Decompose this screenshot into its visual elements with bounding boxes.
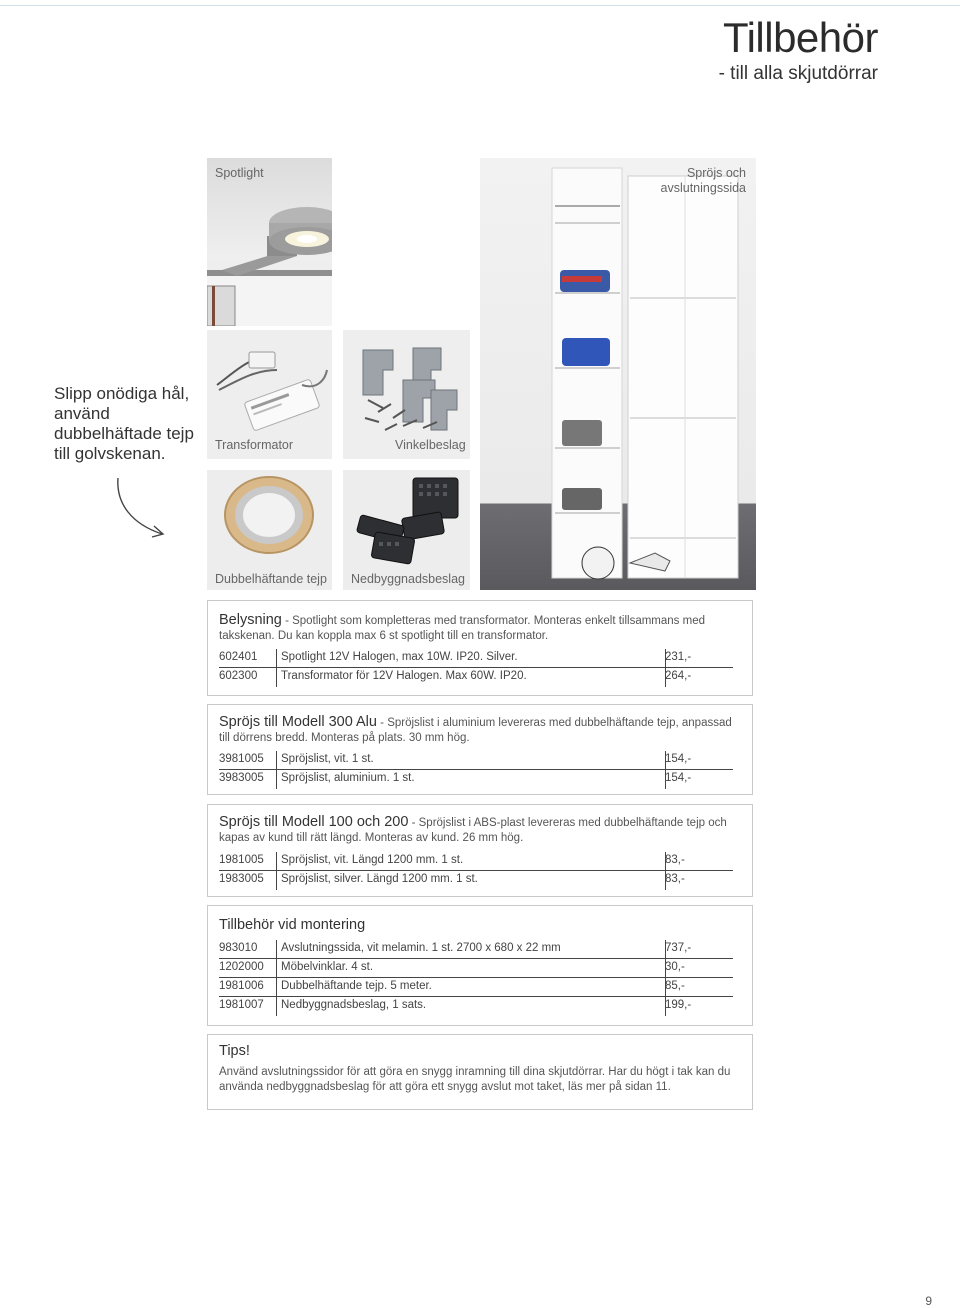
product-price: 154,- [665, 772, 692, 784]
product-row [219, 871, 733, 890]
montering-title: Tillbehör vid montering [219, 917, 366, 933]
product-price: 264,- [665, 670, 692, 682]
sprojs-100-200-box [207, 804, 753, 897]
sprojs-300-box [207, 704, 753, 795]
tips-text: Använd avslutningssidor för att göra en snygg inramning till dina skjutdörrar. Har du högt i tak kan du använda nedbyggnadsbeslag för att göra ett snygg avslut mot taket, läs mer på sidan 11. [219, 1066, 731, 1093]
spotlight-photo [207, 158, 332, 326]
product-code: 1981006 [219, 980, 264, 992]
sprojs-300-header [219, 715, 742, 746]
tips-title: Tips! [219, 1043, 250, 1059]
product-description: Möbelvinklar. 4 st. [281, 961, 374, 973]
product-code: 1202000 [219, 961, 264, 973]
curved-arrow-icon [110, 476, 170, 540]
top-rule [0, 5, 960, 6]
product-row [219, 668, 733, 687]
transformator-photo [207, 330, 332, 459]
product-price: 83,- [665, 873, 685, 885]
product-row [219, 852, 733, 871]
side-note: Slipp onödiga hål, använd dubbelhäftade tejp till golvskenan. [54, 384, 194, 463]
product-price: 83,- [665, 854, 685, 866]
product-code: 602300 [219, 670, 258, 682]
spotlight-caption: Spotlight [215, 166, 264, 180]
product-code: 3983005 [219, 772, 264, 784]
product-description: Spröjslist, vit. Längd 1200 mm. 1 st. [281, 854, 464, 866]
product-price: 30,- [665, 961, 685, 973]
column-divider [276, 940, 277, 959]
montering-header [219, 918, 742, 934]
product-row [219, 751, 733, 770]
product-code: 3981005 [219, 753, 264, 765]
column-divider [276, 978, 277, 997]
belysning-title: Belysning [219, 612, 282, 628]
column-divider [276, 649, 277, 668]
product-price: 154,- [665, 753, 692, 765]
product-row [219, 978, 733, 997]
product-description: Spröjslist, vit. 1 st. [281, 753, 374, 765]
product-row [219, 940, 733, 959]
sprojs-100-200-text: - Spröjslist i ABS-plast levereras med dubbelhäftande tejp och kapas av kund till rätt längd. Monteras av kund. 26 mm hög. [219, 817, 727, 844]
product-price: 737,- [665, 942, 692, 954]
tejp-caption: Dubbelhäftande tejp [215, 572, 327, 586]
nedbyggnadsbeslag-caption: Nedbyggnadsbeslag [351, 572, 465, 586]
product-description: Spröjslist, silver. Längd 1200 mm. 1 st. [281, 873, 478, 885]
product-code: 1983005 [219, 873, 264, 885]
product-description: Avslutningssida, vit melamin. 1 st. 2700 x 680 x 22 mm [281, 942, 561, 954]
nedbyggnadsbeslag-photo [343, 470, 470, 590]
wardrobe-photo [480, 158, 756, 590]
product-row [219, 997, 733, 1016]
column-divider [276, 871, 277, 890]
column-divider [276, 668, 277, 687]
product-price: 231,- [665, 651, 692, 663]
sprojs-100-200-title: Spröjs till Modell 100 och 200 [219, 814, 409, 830]
tips-box [207, 1034, 753, 1110]
sprojs-300-text: - Spröjslist i aluminium levereras med dubbelhäftande tejp, anpassad till dörrens bredd. Monteras på plats. 30 mm hög. [219, 717, 732, 744]
product-description: Spröjslist, aluminium. 1 st. [281, 772, 415, 784]
tejp-photo [207, 470, 332, 590]
page-subtitle: - till alla skjutdörrar [718, 63, 878, 84]
wardrobe-illustration [480, 158, 756, 590]
belysning-header [219, 613, 742, 644]
sprojs-300-title: Spröjs till Modell 300 Alu [219, 714, 377, 730]
vinkelbeslag-caption: Vinkelbeslag [395, 438, 466, 452]
product-description: Dubbelhäftande tejp. 5 meter. [281, 980, 432, 992]
spotlight-illustration [207, 158, 332, 326]
montering-box [207, 905, 753, 1026]
product-row [219, 649, 733, 668]
product-description: Transformator för 12V Halogen. Max 60W. IP20. [281, 670, 527, 682]
belysning-box [207, 600, 753, 696]
product-code: 1981007 [219, 999, 264, 1011]
product-description: Spotlight 12V Halogen, max 10W. IP20. Silver. [281, 651, 518, 663]
sprojs-caption: Spröjs och avslutningssida [660, 166, 746, 195]
transformator-caption: Transformator [215, 438, 294, 452]
page-number: 9 [925, 1294, 932, 1308]
product-code: 1981005 [219, 854, 264, 866]
column-divider [276, 770, 277, 789]
page-title: Tillbehör [722, 14, 878, 61]
column-divider [276, 751, 277, 770]
column-divider [276, 852, 277, 871]
product-price: 199,- [665, 999, 692, 1011]
product-row [219, 959, 733, 978]
product-price: 85,- [665, 980, 685, 992]
product-code: 602401 [219, 651, 258, 663]
column-divider [276, 997, 277, 1016]
belysning-text: - Spotlight som kompletteras med transformator. Monteras enkelt tillsammans med takskenan. Du kan koppla max 6 st spotlight till en transformator. [219, 615, 705, 642]
sprojs-100-200-header [219, 815, 742, 846]
product-row [219, 770, 733, 789]
product-description: Nedbyggnadsbeslag, 1 sats. [281, 999, 427, 1011]
column-divider [276, 959, 277, 978]
vinkelbeslag-photo [343, 330, 470, 459]
product-code: 983010 [219, 942, 258, 954]
